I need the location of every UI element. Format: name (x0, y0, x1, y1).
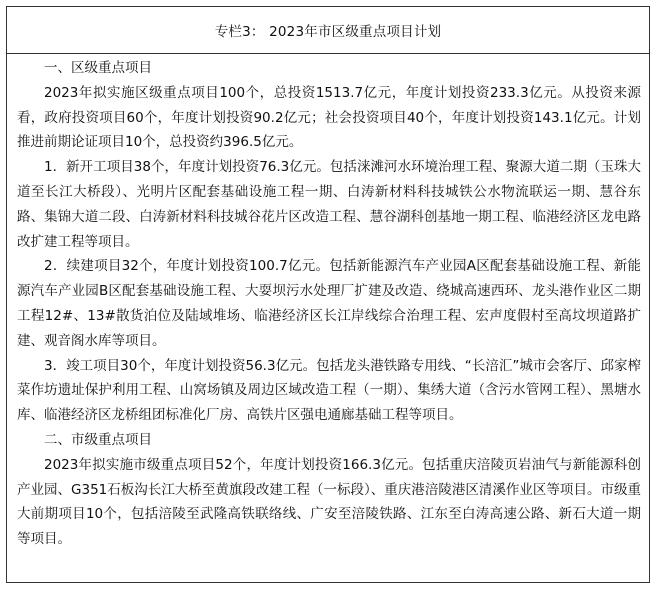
new-projects-paragraph: 1．新开工项目38个，年度计划投资76.3亿元。包括涞滩河水环境治理工程、聚源大道二期（玉珠大道至长江大桥段）、光明片区配套基础设施工程一期、白涛新材料科技城铁公水物流联运一期、慧谷东路、集锦大道二段、白涛新材料科技城谷花片区改造工程、慧谷湖科创基地一期工程、临港经济区龙电路改扩建工程等项目。 (17, 159, 641, 250)
district-projects-heading: 一、区级重点项目 (44, 60, 152, 76)
completed-projects-paragraph: 3．竣工项目30个，年度计划投资56.3亿元。包括龙头港铁路专用线、“长涪汇”城市会客厅、邱家榨菜作坊遗址保护利用工程、山窝场镇及周边区域改造工程（一期）、集绣大道（含污水管网工程）、黑塘水库、临港经济区龙桥组团标准化厂房、高铁片区强电通廊基础工程等项目。 (17, 357, 641, 424)
city-projects-heading: 二、市级重点项目 (44, 431, 152, 448)
continuing-projects-paragraph: 2．续建项目32个，年度计划投资100.7亿元。包括新能源汽车产业园A区配套基础设施工程、新能源汽车产业园B区配套基础设施工程、大耍坝污水处理厂扩建及改造、绕城高速西环、龙头港作业区二期工程12#、13#散货泊位及陆域堆场、临港经济区长江岸线综合治理工程、宏声度假村至高坟坝道路扩建、观音阁水库等项目。 (17, 258, 641, 349)
district-projects-summary: 2023年拟实施区级重点项目100个，总投资1513.7亿元，年度计划投资233.3亿元。从投资来源看，政府投资项目60个，年度计划投资90.2亿元；社会投资项目40个，年度计划投资143.1亿元。计划推进前期论证项目10个，总投资约396.5亿元。 (17, 84, 641, 151)
column-title: 专栏3： 2023年市区级重点项目计划 (7, 7, 649, 54)
city-projects-summary: 2023年拟实施市级重点项目52个，年度计划投资166.3亿元。包括重庆涪陵页岩油气与新能源科创产业园、G351石板沟长江大桥至黄旗段改建工程（一标段）、重庆港涪陵港区清溪作业区等项目。市级重大前期项目10个，包括涪陵至武隆高铁联络线、广安至涪陵铁路、江东至白涛高速公路、新石大道一期等项目。 (17, 456, 641, 548)
column-box (6, 6, 650, 583)
column-content (7, 54, 649, 552)
